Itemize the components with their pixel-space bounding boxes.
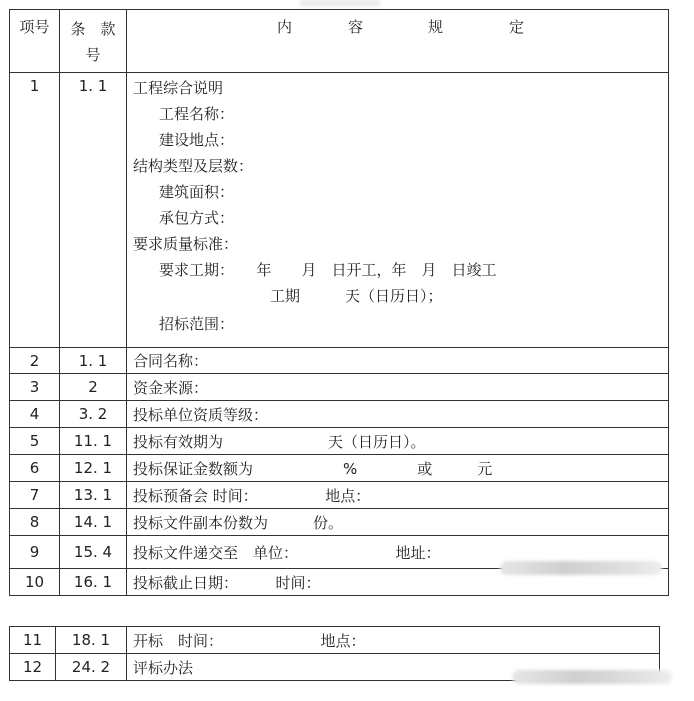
- item-content: 投标文件递交至 单位： 地址：: [127, 536, 669, 569]
- content-line: 要求工期： 年 月 日开工，年 月 日竣工: [159, 261, 497, 279]
- content-line: 建筑面积：: [159, 183, 235, 201]
- item-content: [127, 73, 669, 348]
- content-line: 承包方式：: [159, 209, 235, 227]
- clause-no: 16. 1: [60, 569, 127, 596]
- item-no: 3: [10, 374, 60, 401]
- item-no: 11: [10, 627, 56, 654]
- content-line: 工程名称：: [159, 105, 235, 123]
- item-content: 投标有效期为 天（日历日）。: [127, 428, 669, 455]
- clause-no: 2: [60, 374, 127, 401]
- table-row: [10, 482, 669, 509]
- clause-no: 15. 4: [60, 536, 127, 569]
- header-item-no: 项号: [10, 10, 60, 73]
- header-char-3: 规: [428, 18, 444, 36]
- item-no: 10: [10, 569, 60, 596]
- item-content: 投标单位资质等级：: [127, 401, 669, 428]
- table-row: [10, 428, 669, 455]
- content-line: 建设地点：: [159, 131, 235, 149]
- item-content: 开标 时间： 地点：: [127, 627, 660, 654]
- item-content: 投标保证金数额为 % 或 元: [127, 455, 669, 482]
- header-char-4: 定: [509, 18, 525, 36]
- clause-no: 12. 1: [60, 455, 127, 482]
- item-no: 9: [10, 536, 60, 569]
- table-row: [10, 627, 660, 654]
- header-char-1: 内: [277, 18, 293, 36]
- table-row: [10, 374, 669, 401]
- table-row: [10, 509, 669, 536]
- header-content: [127, 10, 669, 73]
- item-no: 6: [10, 455, 60, 482]
- top-cutoff-text: [300, 0, 380, 6]
- clause-no: 1. 1: [60, 73, 127, 348]
- item-content: 投标截止日期： 时间：: [127, 569, 669, 596]
- item-no: 12: [10, 654, 56, 681]
- header-clause-no: [60, 10, 127, 73]
- item-no: 7: [10, 482, 60, 509]
- item-content: 合同名称：: [127, 348, 669, 374]
- header-row: [10, 10, 669, 73]
- item-no: 1: [10, 73, 60, 348]
- clause-no: 3. 2: [60, 401, 127, 428]
- content-line: 工程综合说明: [133, 79, 224, 97]
- item-content: 资金来源：: [127, 374, 669, 401]
- item-no: 4: [10, 401, 60, 428]
- table-row: [10, 73, 669, 348]
- watermark-blur: [512, 670, 672, 684]
- table-row: [10, 455, 669, 482]
- table-row: [10, 401, 669, 428]
- item-no: 5: [10, 428, 60, 455]
- header-clause-line2: 号: [85, 46, 101, 64]
- content-line: 招标范围：: [159, 315, 235, 333]
- clause-no: 18. 1: [56, 627, 127, 654]
- item-content: 投标预备会 时间： 地点：: [127, 482, 669, 509]
- item-content: 评标办法: [127, 654, 660, 681]
- bid-data-table: [9, 9, 669, 596]
- clause-no: 13. 1: [60, 482, 127, 509]
- clause-no: 1. 1: [60, 348, 127, 374]
- content-line: 结构类型及层数：: [133, 157, 254, 175]
- watermark-blur: [500, 561, 662, 575]
- item-content: 投标文件副本份数为 份。: [127, 509, 669, 536]
- content-line: 要求质量标准：: [133, 235, 239, 253]
- clause-no: 11. 1: [60, 428, 127, 455]
- clause-no: 14. 1: [60, 509, 127, 536]
- header-clause-line1: 条 款: [70, 20, 116, 38]
- content-line: 工期 天（日历日）；: [270, 287, 443, 305]
- clause-no: 24. 2: [56, 654, 127, 681]
- table-row: [10, 348, 669, 374]
- header-char-2: 容: [348, 18, 364, 36]
- item-no: 2: [10, 348, 60, 374]
- item-no: 8: [10, 509, 60, 536]
